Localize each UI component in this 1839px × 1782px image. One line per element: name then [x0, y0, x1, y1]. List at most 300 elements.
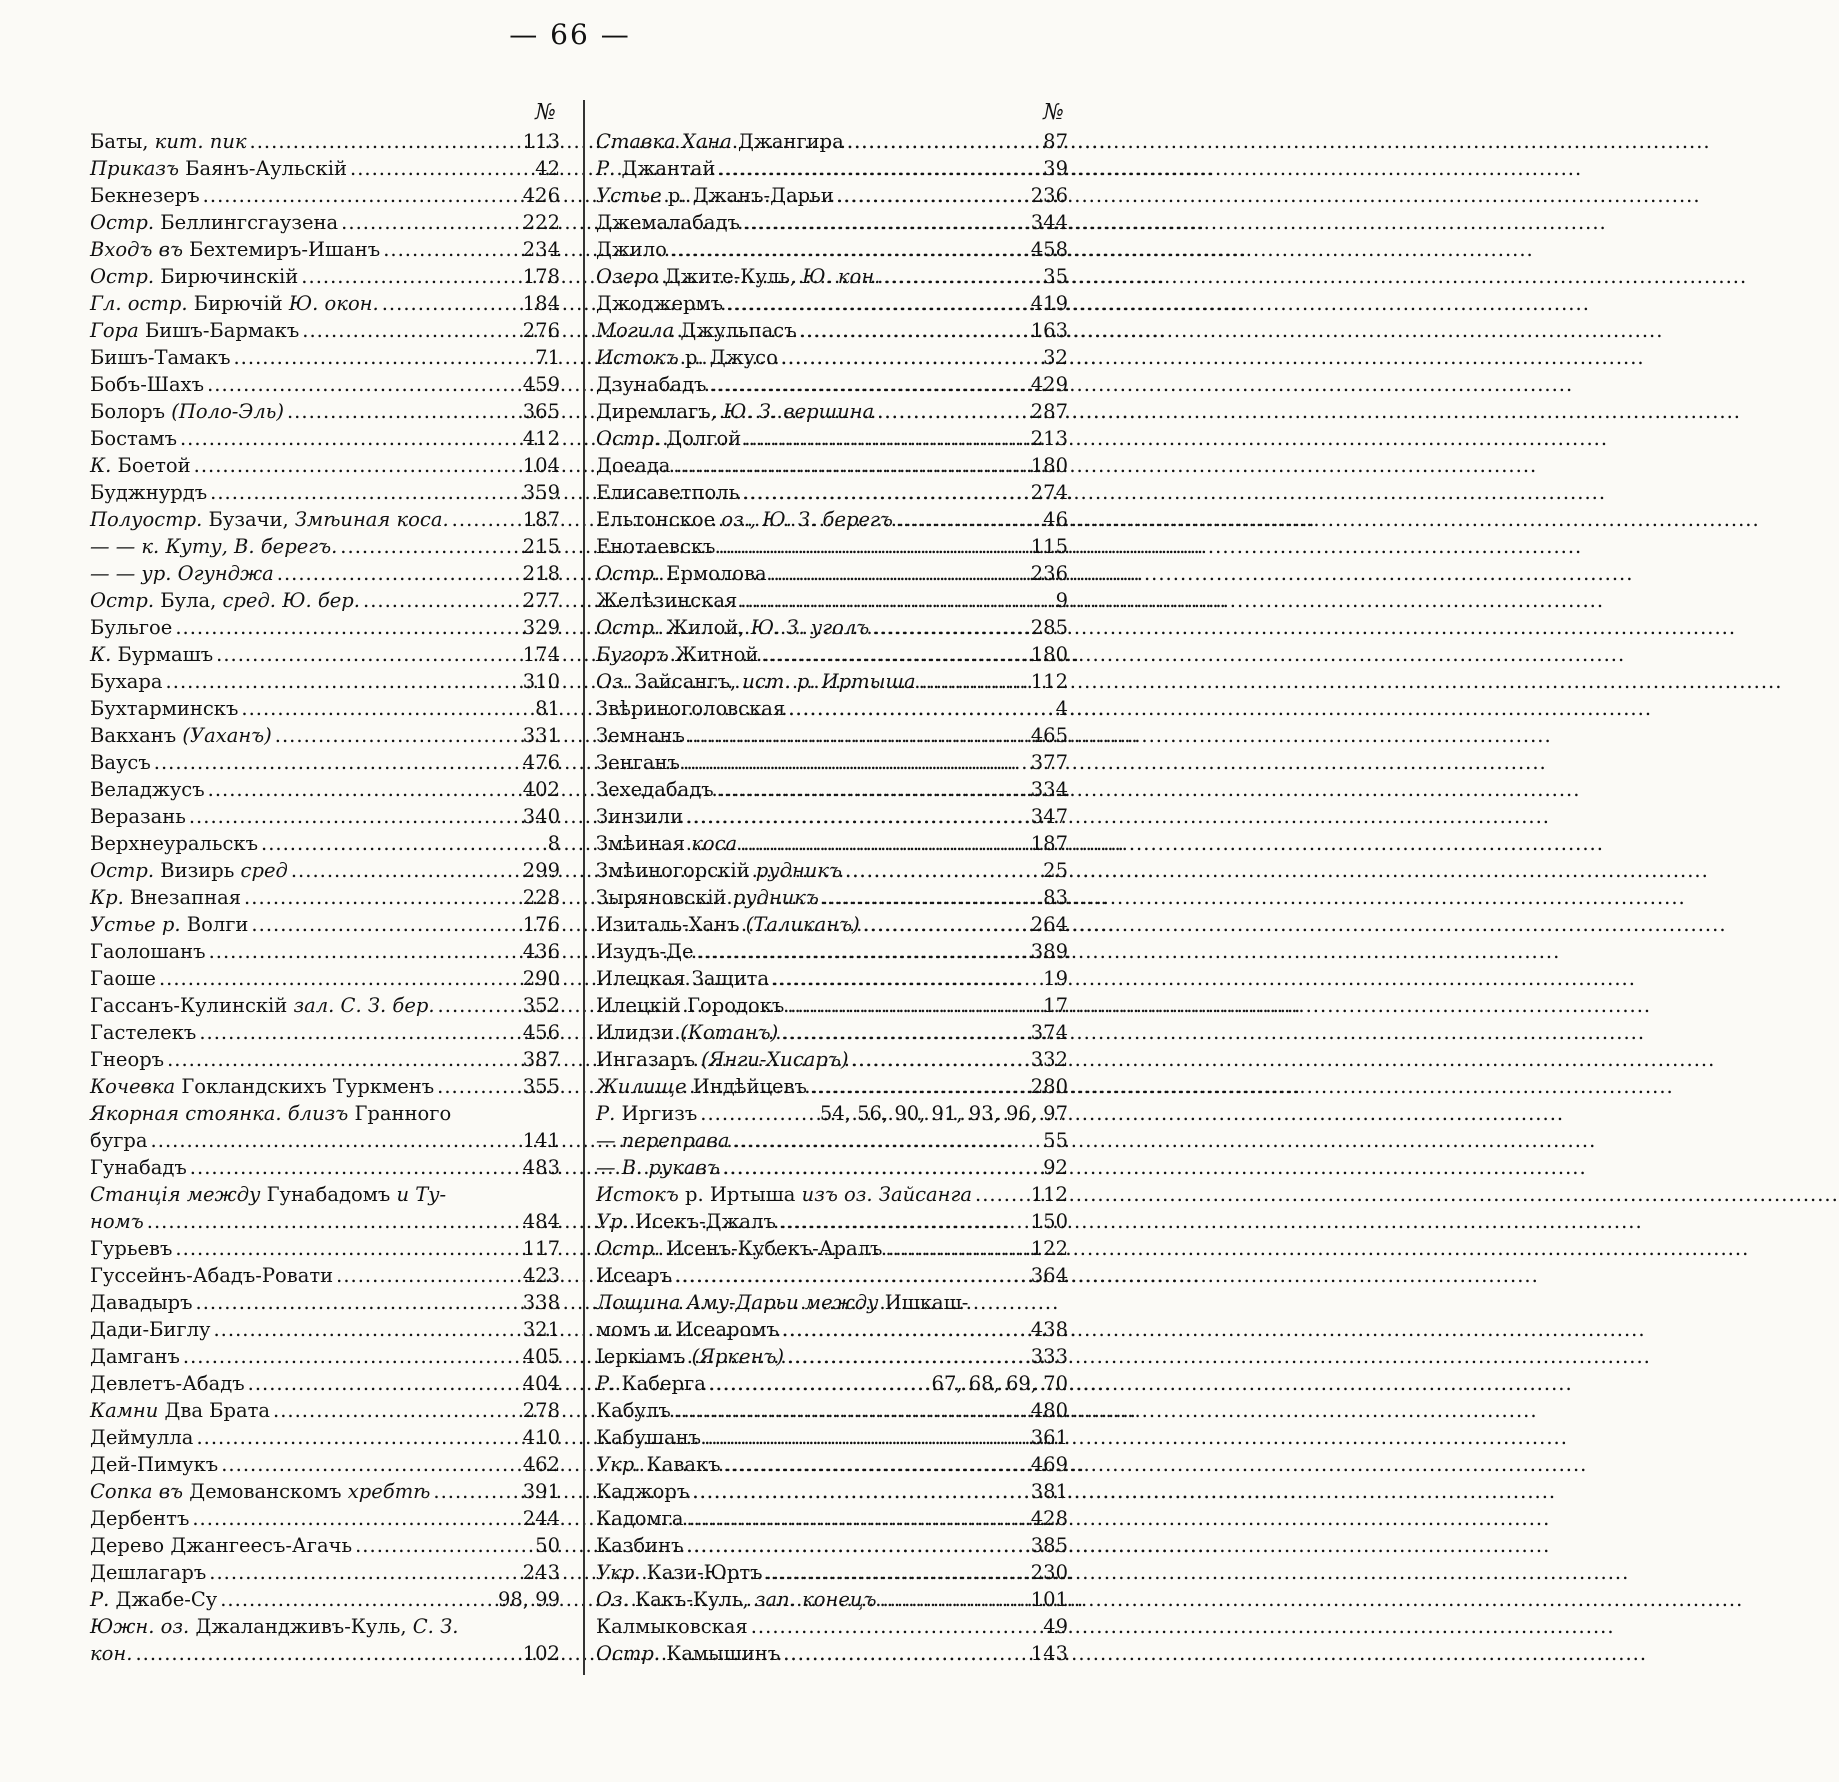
- entry-name: [596, 560, 767, 587]
- entry-italic-suffix: В. рукавъ: [621, 1156, 720, 1179]
- entry-number: 228: [522, 886, 560, 909]
- entry-italic-suffix: (Котанъ): [680, 1021, 779, 1044]
- dot-leader: [724, 1451, 1028, 1478]
- entry-number: 143: [1030, 1642, 1068, 1665]
- entry-place: Демованскомъ: [189, 1480, 348, 1503]
- index-entry: [596, 1478, 1068, 1505]
- entry-number: 321: [522, 1318, 560, 1341]
- entry-number: 423: [522, 1264, 560, 1287]
- index-entry: [90, 425, 560, 452]
- entry-name: [596, 533, 715, 560]
- dot-leader: [779, 1208, 1028, 1235]
- entry-name: [596, 1451, 721, 1478]
- dot-leader: [740, 830, 1028, 857]
- entry-number: 480: [1030, 1399, 1068, 1422]
- entry-number: 222: [522, 211, 560, 234]
- entry-name: [596, 1559, 763, 1586]
- entry-number: 230: [1030, 1561, 1068, 1584]
- dot-leader: [207, 371, 520, 398]
- entry-italic-prefix: Укр.: [596, 1561, 647, 1584]
- entry-place: Бостамъ: [90, 427, 177, 450]
- entry-number: 290: [522, 967, 560, 990]
- entry-place: Бурмашъ: [117, 643, 214, 666]
- entry-italic-suffix: (Поло-Эль): [171, 400, 284, 423]
- dot-leader: [896, 506, 1040, 533]
- entry-italic-suffix: рудникъ: [755, 859, 842, 882]
- dot-leader: [233, 344, 532, 371]
- entry-number: 381: [1030, 1480, 1068, 1503]
- entry-name: [596, 1019, 778, 1046]
- dot-leader: [692, 1478, 1027, 1505]
- entry-italic-suffix: и Ту-: [396, 1183, 447, 1206]
- dot-leader: [275, 722, 520, 749]
- entry-italic-prefix: — —: [90, 562, 142, 585]
- entry-number: 419: [1030, 292, 1068, 315]
- index-entry: [90, 344, 560, 371]
- entry-place: Долгой: [666, 427, 742, 450]
- entry-italic-suffix: изъ оз. Зайсанга: [801, 1183, 973, 1206]
- entry-name: [596, 641, 758, 668]
- entry-number: 236: [1030, 562, 1068, 585]
- entry-italic-suffix: ур. Огунджа: [141, 562, 274, 585]
- index-entry: [596, 1370, 1068, 1397]
- dot-leader: [810, 1073, 1028, 1100]
- entry-italic-suffix: (Уаханъ): [182, 724, 272, 747]
- entry-name: [596, 830, 737, 857]
- entry-place: Зыряновскій: [596, 886, 733, 909]
- dot-leader: [196, 1424, 519, 1451]
- entry-place: Внезапная: [129, 886, 242, 909]
- entry-place: Баянъ-Аульскій: [185, 157, 347, 180]
- entry-italic-suffix: коса: [691, 832, 738, 855]
- entry-italic-suffix: (Яркенъ): [691, 1345, 785, 1368]
- entry-place: Доеада: [596, 454, 671, 477]
- index-entry: [596, 1586, 1068, 1613]
- entry-italic-prefix: Р.: [596, 157, 622, 180]
- index-entry: [596, 155, 1068, 182]
- dot-leader: [877, 398, 1028, 425]
- index-entry: [90, 776, 560, 803]
- entry-number: 426: [522, 184, 560, 207]
- dot-leader: [883, 263, 1040, 290]
- entry-italic-prefix: Бугоръ: [596, 643, 675, 666]
- entry-name: [90, 1559, 206, 1586]
- entry-number: 184: [522, 292, 560, 315]
- index-entry: [596, 1640, 1068, 1667]
- entry-name: [596, 1316, 779, 1343]
- entry-number: 287: [1030, 400, 1068, 423]
- entry-name: [596, 1370, 706, 1397]
- dot-leader: [751, 1613, 1040, 1640]
- index-entry: [90, 1370, 560, 1397]
- entry-name: [596, 749, 680, 776]
- entry-italic-prefix: Якорная стоянка. близъ: [90, 1102, 355, 1125]
- dot-leader: [688, 722, 1028, 749]
- entry-number: 25: [1043, 859, 1068, 882]
- dot-leader: [273, 1397, 520, 1424]
- entry-name: [596, 668, 916, 695]
- entry-name: [90, 479, 207, 506]
- entry-number: 243: [522, 1561, 560, 1584]
- entry-italic-prefix: К.: [90, 454, 118, 477]
- dot-leader: [438, 992, 520, 1019]
- dot-leader: [687, 1532, 1028, 1559]
- entry-place: Визирь: [160, 859, 241, 882]
- entry-place: Джангира: [738, 130, 844, 153]
- entry-place: Исекъ-Джалъ: [634, 1210, 776, 1233]
- entry-italic-prefix: Жилище: [596, 1075, 693, 1098]
- index-entry: [90, 560, 560, 587]
- dot-leader: [301, 263, 519, 290]
- entry-number: 32: [1043, 346, 1068, 369]
- number-column-header: №: [535, 100, 556, 125]
- entry-place: Диремлагъ,: [596, 400, 724, 423]
- dot-leader: [189, 803, 520, 830]
- entry-name: [90, 1181, 446, 1208]
- index-entry: [596, 911, 1068, 938]
- entry-italic-prefix: Приказъ: [90, 157, 186, 180]
- entry-name: [90, 668, 163, 695]
- index-entry: [596, 1289, 1068, 1316]
- entry-name: [90, 506, 449, 533]
- entry-number: 344: [1030, 211, 1068, 234]
- entry-place: Зенганъ: [596, 751, 680, 774]
- entry-number: 67, 68, 69, 70: [931, 1372, 1068, 1395]
- entry-number: 4: [1055, 697, 1068, 720]
- index-entry: [596, 614, 1068, 641]
- index-entry: [596, 641, 1068, 668]
- entry-italic-prefix: кон.: [90, 1642, 133, 1665]
- entry-number: 347: [1030, 805, 1068, 828]
- index-entry: [90, 1019, 560, 1046]
- entry-name: [90, 695, 238, 722]
- dot-leader: [700, 1100, 817, 1127]
- entry-name: [596, 1532, 684, 1559]
- dot-leader: [291, 857, 520, 884]
- dot-leader: [363, 587, 520, 614]
- entry-number: 236: [1030, 184, 1068, 207]
- entry-place: Деймулла: [90, 1426, 194, 1449]
- index-entry: [596, 1181, 1068, 1208]
- entry-place: Ингазаръ: [596, 1048, 702, 1071]
- entry-number: 234: [522, 238, 560, 261]
- entry-number: 244: [522, 1507, 560, 1530]
- index-entry: [90, 1478, 560, 1505]
- entry-place: Дей-Пимукъ: [90, 1453, 219, 1476]
- entry-name: [90, 614, 172, 641]
- dot-leader: [743, 209, 1028, 236]
- dot-leader: [787, 1343, 1028, 1370]
- entry-italic-suffix: Ю. З. вершина: [723, 400, 875, 423]
- entry-name: [596, 992, 784, 1019]
- dot-leader: [196, 1289, 520, 1316]
- entry-place: Джило: [596, 238, 667, 261]
- entry-place: Боетой: [117, 454, 191, 477]
- entry-place: Буджнурдъ: [90, 481, 208, 504]
- entry-number: 274: [1030, 481, 1068, 504]
- dot-leader: [675, 1262, 1028, 1289]
- index-entry: [90, 209, 560, 236]
- entry-name: [90, 1046, 164, 1073]
- entry-place: Веладжусъ: [90, 778, 205, 801]
- entry-place: Іеркіамъ: [596, 1345, 692, 1368]
- entry-number: 387: [522, 1048, 560, 1071]
- index-entry: [596, 992, 1068, 1019]
- index-entry: [90, 695, 560, 722]
- entry-number: 404: [522, 1372, 560, 1395]
- index-entry: [90, 1181, 560, 1208]
- entry-italic-prefix: Р.: [596, 1102, 622, 1125]
- entry-name: [596, 1640, 780, 1667]
- entry-number: 329: [522, 616, 560, 639]
- dot-leader: [154, 749, 520, 776]
- entry-italic-suffix: (Таликанъ): [745, 913, 860, 936]
- entry-name: [596, 1397, 671, 1424]
- entry-place: Какъ-Куль,: [635, 1588, 755, 1611]
- entry-number: 112: [1030, 670, 1068, 693]
- entry-name: [596, 344, 778, 371]
- entry-name: [596, 1127, 729, 1154]
- entry-number: 54, 56, 90, 91, 93, 96, 97: [819, 1102, 1068, 1125]
- left-column: [90, 98, 560, 1667]
- entry-name: [596, 263, 880, 290]
- entry-number: 332: [1030, 1048, 1068, 1071]
- entry-name: [596, 1289, 968, 1316]
- entry-name: [90, 1154, 187, 1181]
- dot-leader: [822, 884, 1040, 911]
- index-entry: [90, 857, 560, 884]
- dot-leader: [210, 479, 520, 506]
- entry-number: 310: [522, 670, 560, 693]
- dot-leader: [670, 236, 1028, 263]
- entry-name: [90, 1019, 196, 1046]
- entry-number: 374: [1030, 1021, 1068, 1044]
- entry-number: 364: [1030, 1264, 1068, 1287]
- entry-name: [90, 857, 288, 884]
- index-entry: [90, 452, 560, 479]
- index-entry: [90, 884, 560, 911]
- entry-italic-prefix: номъ: [90, 1210, 144, 1233]
- dot-leader: [250, 128, 520, 155]
- entry-place: Казбинъ: [596, 1534, 684, 1557]
- entry-number: 334: [1030, 778, 1068, 801]
- entry-italic-prefix: Лощина Аму-Дарьи между: [596, 1291, 885, 1314]
- entry-number: 39: [1043, 157, 1068, 180]
- index-entry: [90, 587, 560, 614]
- entry-italic-prefix: Остр.: [90, 265, 161, 288]
- entry-italic-prefix: Входъ въ: [90, 238, 190, 261]
- index-entry: [596, 803, 1068, 830]
- entry-place: Илецкій Городокъ: [596, 994, 785, 1017]
- entry-name: [596, 587, 737, 614]
- dot-leader: [772, 965, 1040, 992]
- dot-leader: [717, 776, 1028, 803]
- entry-number: 278: [522, 1399, 560, 1422]
- index-entry: [90, 938, 560, 965]
- entry-place: Гассанъ-Кулинскій: [90, 994, 294, 1017]
- entry-number: 101: [1030, 1588, 1068, 1611]
- index-entry: [596, 1073, 1068, 1100]
- entry-italic-prefix: Кочевка: [90, 1075, 182, 1098]
- index-entry: [596, 830, 1068, 857]
- index-entry: [596, 1343, 1068, 1370]
- entry-list: [90, 128, 560, 1667]
- dot-leader: [151, 1127, 520, 1154]
- index-entry: [596, 1397, 1068, 1424]
- entry-number: 365: [522, 400, 560, 423]
- dot-leader: [800, 317, 1028, 344]
- index-entry: [596, 695, 1068, 722]
- entry-number: 359: [522, 481, 560, 504]
- index-entry: [90, 1127, 560, 1154]
- entry-place: Дамганъ: [90, 1345, 180, 1368]
- entry-place: Зинзили: [596, 805, 684, 828]
- entry-place: Камышинъ: [666, 1642, 781, 1665]
- dot-leader: [787, 992, 1040, 1019]
- entry-number: 333: [1030, 1345, 1068, 1368]
- dot-leader: [761, 641, 1027, 668]
- entry-number: 113: [522, 130, 560, 153]
- entry-name: [90, 803, 186, 830]
- entry-number: 215: [522, 535, 560, 558]
- entry-italic-prefix: Остр.: [596, 427, 667, 450]
- entry-name: [596, 506, 893, 533]
- entry-place: Девлетъ-Абадъ: [90, 1372, 245, 1395]
- entry-name: [90, 911, 248, 938]
- dot-leader: [742, 479, 1028, 506]
- index-entry: [90, 1208, 560, 1235]
- index-entry: [596, 371, 1068, 398]
- entry-place: Елисаветполь: [596, 481, 740, 504]
- entry-place: Бишъ-Тамакъ: [90, 346, 231, 369]
- entry-italic-prefix: Станція между: [90, 1183, 267, 1206]
- index-entry: [90, 236, 560, 263]
- index-entry: [90, 641, 560, 668]
- entry-italic-suffix: Ю. З. уголъ: [750, 616, 870, 639]
- entry-number: 115: [1030, 535, 1068, 558]
- entry-number: 428: [1030, 1507, 1068, 1530]
- entry-number: 92: [1043, 1156, 1068, 1179]
- entry-place: Джабе-Су: [115, 1588, 218, 1611]
- entry-place: Ваусъ: [90, 751, 151, 774]
- entry-place: Ишкаш-: [884, 1291, 969, 1314]
- dot-leader: [208, 776, 520, 803]
- dot-leader: [766, 1559, 1028, 1586]
- entry-italic-suffix: Ю. кон.: [802, 265, 881, 288]
- entry-number: 391: [522, 1480, 560, 1503]
- dot-leader: [277, 560, 520, 587]
- index-entry: [596, 1127, 1068, 1154]
- entry-place: Верхнеуральскъ: [90, 832, 258, 855]
- entry-name: [90, 1451, 218, 1478]
- entry-place: Каберга: [621, 1372, 706, 1395]
- entry-number: 483: [522, 1156, 560, 1179]
- dot-leader: [194, 452, 520, 479]
- entry-italic-prefix: Полуостр.: [90, 508, 209, 531]
- entry-number: 218: [522, 562, 560, 585]
- entry-italic-suffix: сред. Ю. бер.: [222, 589, 360, 612]
- entry-name: [90, 1505, 189, 1532]
- entry-name: [90, 290, 379, 317]
- dot-leader: [183, 1343, 520, 1370]
- index-entry: [596, 1451, 1068, 1478]
- dot-leader: [845, 857, 1040, 884]
- entry-number: 277: [522, 589, 560, 612]
- entry-number: 456: [522, 1021, 560, 1044]
- entry-number: 112: [1030, 1183, 1068, 1206]
- entry-number: 187: [1030, 832, 1068, 855]
- entry-italic-suffix: ист. р. Иртыша: [742, 670, 916, 693]
- entry-place: р. Иртыша: [685, 1183, 802, 1206]
- entry-italic-suffix: Змѣиная коса.: [294, 508, 449, 531]
- index-entry: [596, 344, 1068, 371]
- entry-name: [90, 1613, 458, 1640]
- entry-italic-prefix: Кр.: [90, 886, 130, 909]
- entry-place: Дербентъ: [90, 1507, 190, 1530]
- entry-number: 459: [522, 373, 560, 396]
- entry-place: Вакханъ: [90, 724, 183, 747]
- entry-place: Гастелекъ: [90, 1021, 197, 1044]
- entry-place: Гокландскихъ Туркменъ: [181, 1075, 435, 1098]
- entry-name: [596, 1343, 784, 1370]
- entry-number: 176: [522, 913, 560, 936]
- entry-italic-prefix: Остр.: [596, 1642, 667, 1665]
- entry-name: [90, 1478, 430, 1505]
- index-entry: [596, 1316, 1068, 1343]
- entry-place: Була,: [160, 589, 223, 612]
- entry-name: [90, 1586, 217, 1613]
- index-entry: [596, 1100, 1068, 1127]
- dot-leader: [781, 344, 1040, 371]
- entry-number: 180: [1030, 643, 1068, 666]
- index-entry: [596, 884, 1068, 911]
- entry-italic-prefix: Устье р.: [90, 913, 187, 936]
- dot-leader: [340, 533, 519, 560]
- entry-number: 338: [522, 1291, 560, 1314]
- entry-name: [90, 749, 151, 776]
- dot-leader: [782, 1316, 1028, 1343]
- index-entry: [90, 1073, 560, 1100]
- entry-place: Веразань: [90, 805, 186, 828]
- entry-name: [90, 776, 205, 803]
- entry-italic-suffix: (Янги-Хисаръ): [701, 1048, 849, 1071]
- entry-place: Змѣиная: [596, 832, 692, 855]
- entry-name: [596, 182, 834, 209]
- entry-place: Кази-Юртъ: [646, 1561, 763, 1584]
- entry-name: [596, 1046, 848, 1073]
- index-entry: [596, 506, 1068, 533]
- entry-name: [596, 128, 844, 155]
- entry-place: Два Брата: [164, 1399, 271, 1422]
- index-entry: [596, 398, 1068, 425]
- index-entry: [596, 938, 1068, 965]
- entry-place: Зайсангъ,: [635, 670, 743, 693]
- dot-leader: [718, 155, 1040, 182]
- entry-number: 8: [547, 832, 560, 855]
- entry-name: [90, 317, 299, 344]
- dot-leader: [175, 614, 519, 641]
- index-entry: [596, 722, 1068, 749]
- entry-number: 122: [1030, 1237, 1068, 1260]
- index-entry: [90, 1586, 560, 1613]
- index-entry: [90, 1316, 560, 1343]
- entry-number: 9: [1055, 589, 1068, 612]
- entry-name: [596, 1208, 776, 1235]
- dot-leader: [686, 803, 1028, 830]
- index-entry: [90, 1262, 560, 1289]
- entry-name: [90, 1397, 270, 1424]
- entry-number: 285: [1030, 616, 1068, 639]
